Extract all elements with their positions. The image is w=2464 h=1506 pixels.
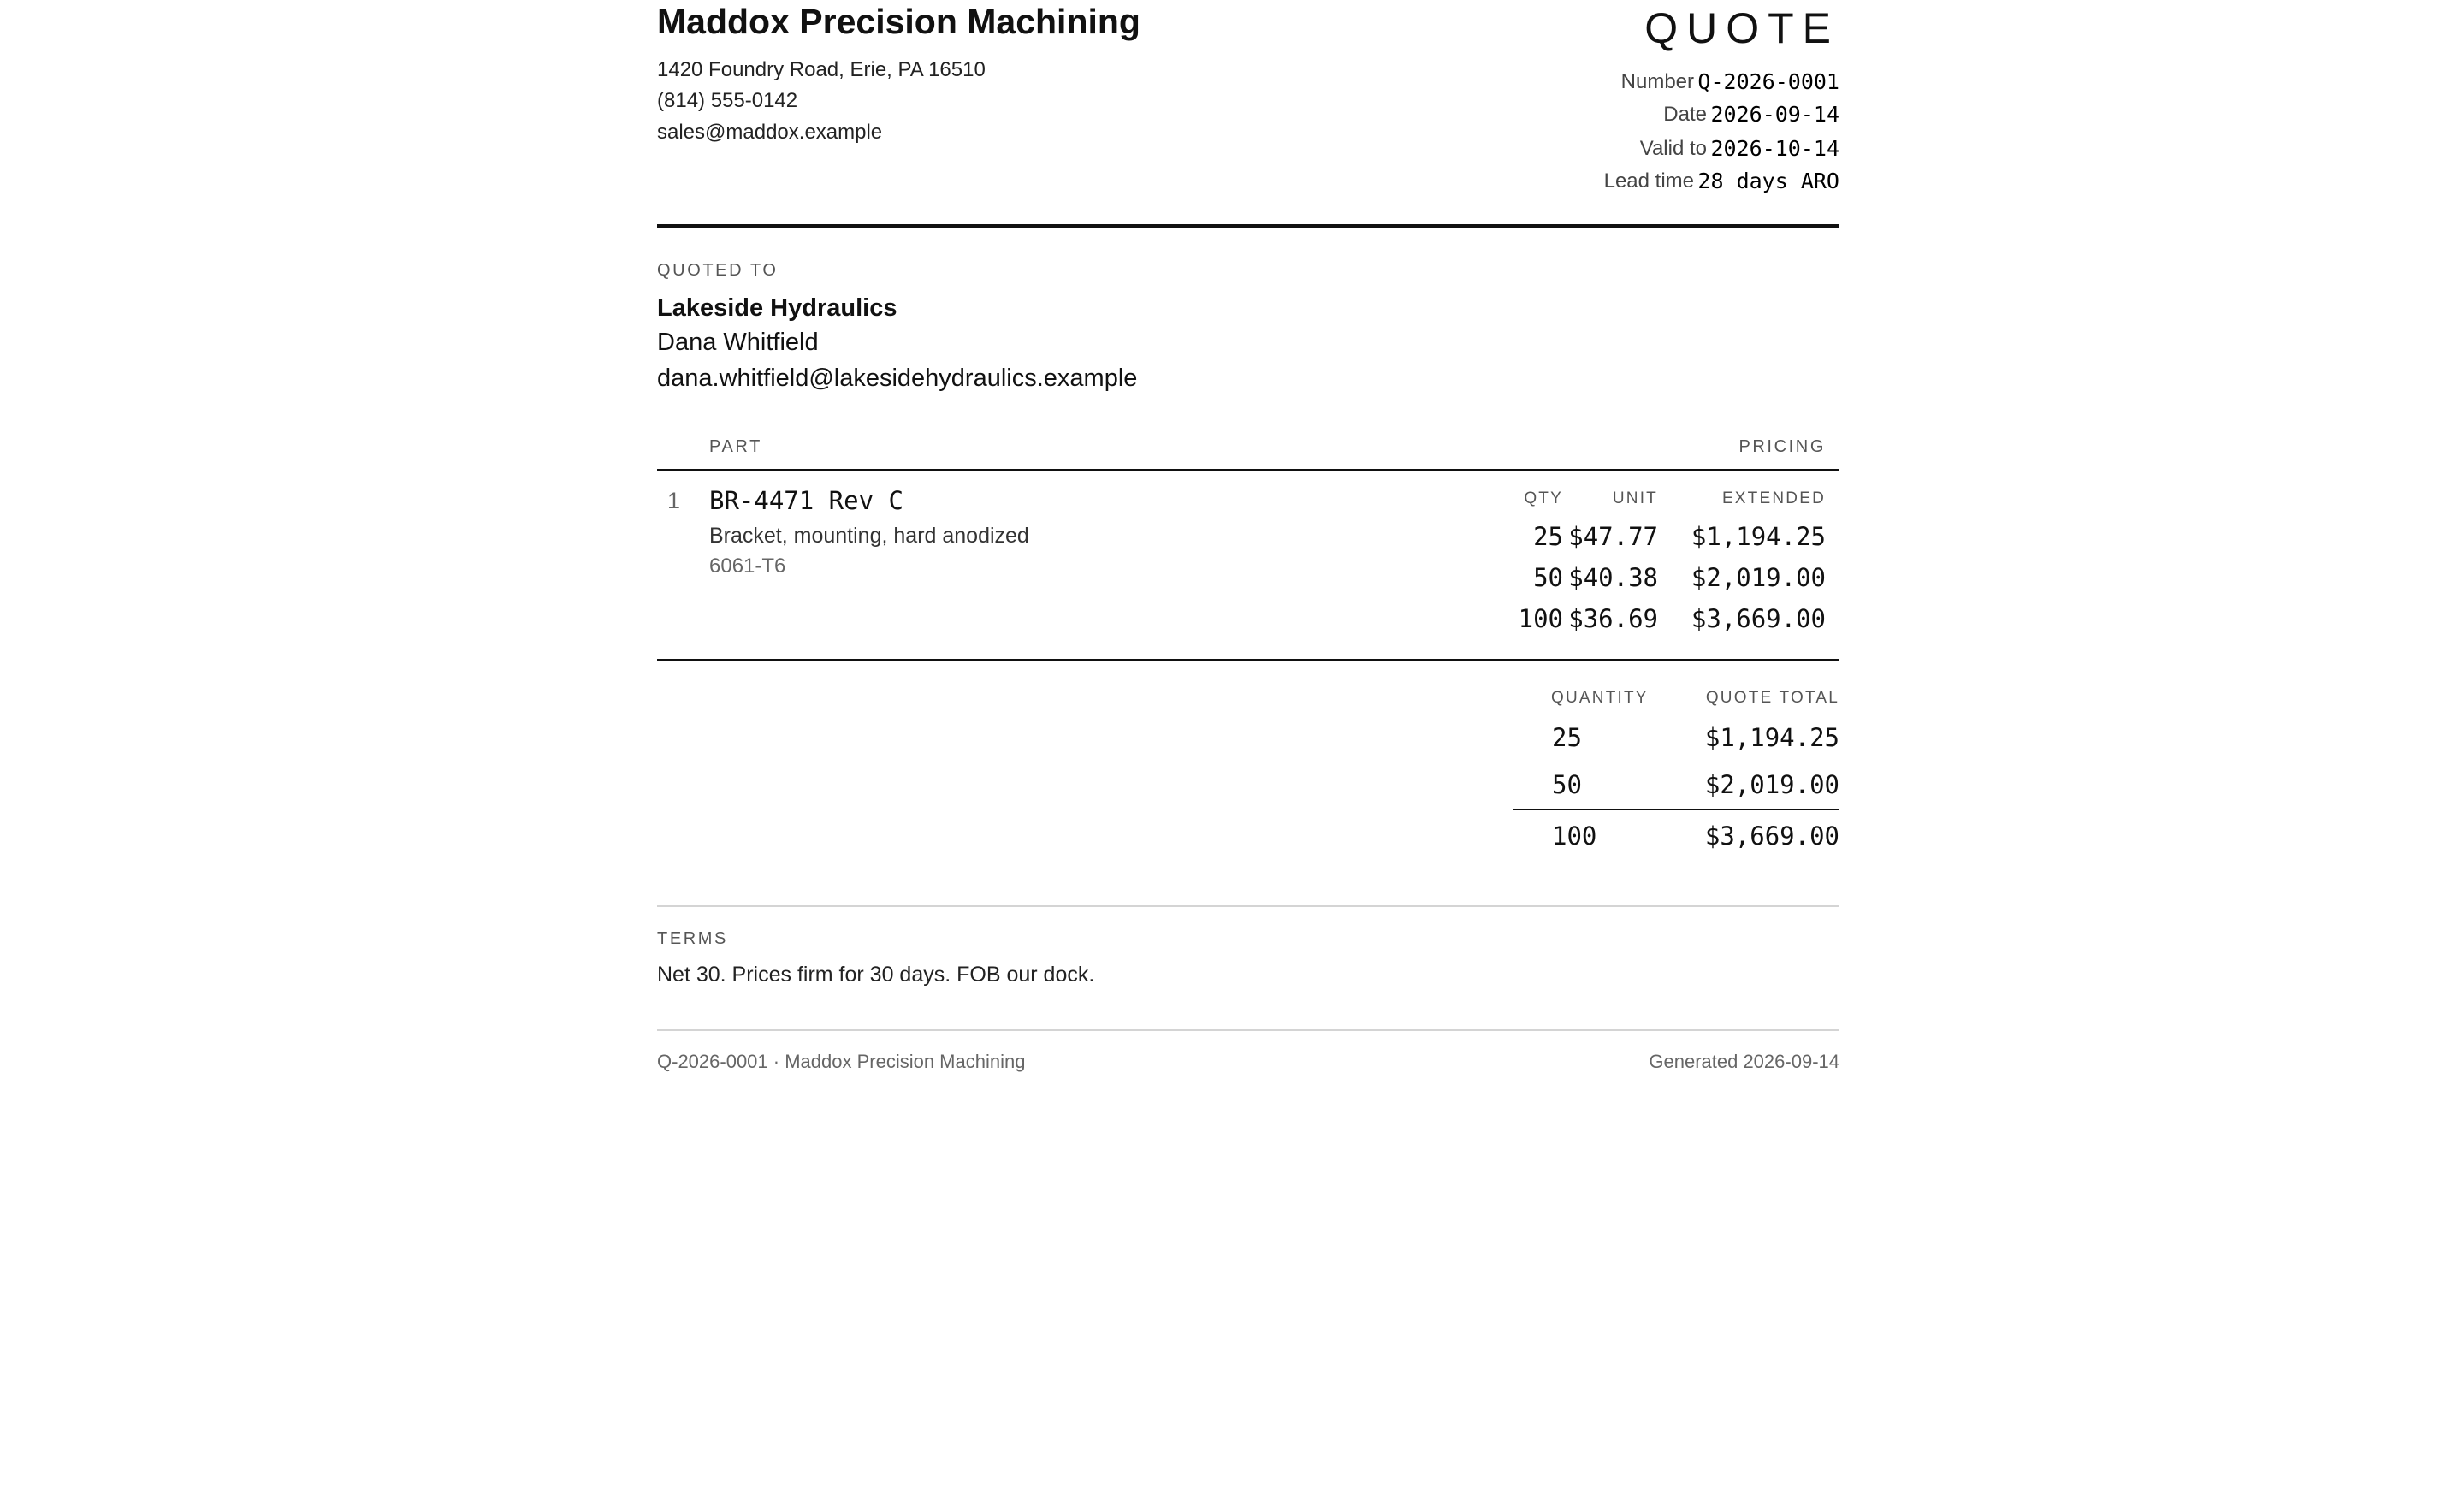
total-amount: $2,019.00 [1704, 770, 1839, 799]
quote-total-header: QUOTE TOTAL [1705, 689, 1839, 707]
meta-lead-time-value: 28 days ARO [1697, 169, 1839, 193]
tier-unit-price: $40.38 [1568, 563, 1658, 592]
tier-extended-price: $2,019.00 [1691, 563, 1826, 592]
footer-reference: Q-2026-0001 · Maddox Precision Machining [657, 1051, 1026, 1072]
quoted-to-heading: QUOTED TO [657, 261, 779, 280]
meta-valid-to-label: Valid to [1639, 137, 1707, 160]
total-quantity: 25 [1552, 723, 1582, 752]
customer-contact: Dana Whitfield [657, 329, 819, 356]
terms-divider [657, 905, 1839, 907]
meta-date-label: Date [1663, 103, 1707, 126]
header-divider [657, 224, 1839, 228]
pricing-column-header: PRICING [1738, 437, 1826, 456]
total-amount: $1,194.25 [1704, 723, 1839, 752]
quantity-header: QUANTITY [1551, 689, 1649, 707]
company-email: sales@maddox.example [657, 121, 883, 144]
total-quantity: 100 [1552, 821, 1597, 851]
company-name: Maddox Precision Machining [657, 2, 1140, 41]
part-description: Bracket, mounting, hard anodized [709, 524, 1029, 548]
extended-subheader: EXTENDED [1721, 489, 1826, 507]
table-header-divider [657, 469, 1839, 471]
part-number: BR-4471 Rev C [709, 486, 903, 515]
company-phone: (814) 555-0142 [657, 89, 798, 112]
tier-unit-price: $36.69 [1568, 604, 1658, 633]
meta-number-value: Q-2026-0001 [1697, 69, 1839, 94]
tier-unit-price: $47.77 [1568, 522, 1658, 551]
qty-subheader: QTY [1524, 489, 1563, 507]
tier-extended-price: $3,669.00 [1691, 604, 1826, 633]
total-quantity: 50 [1552, 770, 1582, 799]
tier-qty: 100 [1518, 604, 1563, 633]
part-column-header: PART [709, 437, 762, 456]
meta-lead-time-label: Lead time [1603, 169, 1694, 193]
company-address: 1420 Foundry Road, Erie, PA 16510 [657, 58, 986, 81]
terms-text: Net 30. Prices firm for 30 days. FOB our dock. [657, 963, 1095, 987]
footer-generated-date: Generated 2026-09-14 [1649, 1051, 1839, 1072]
meta-valid-to-value: 2026-10-14 [1710, 136, 1839, 161]
table-bottom-divider [657, 659, 1839, 661]
meta-date-value: 2026-09-14 [1710, 102, 1839, 127]
customer-company: Lakeside Hydraulics [657, 294, 897, 322]
terms-heading: TERMS [657, 929, 728, 948]
unit-subheader: UNIT [1612, 489, 1658, 507]
quote-document [657, 0, 1839, 1112]
tier-extended-price: $1,194.25 [1691, 522, 1826, 551]
tier-qty: 25 [1533, 522, 1563, 551]
footer-divider [657, 1029, 1839, 1031]
tier-qty: 50 [1533, 563, 1563, 592]
document-title: QUOTE [1644, 4, 1839, 52]
part-material: 6061-T6 [709, 554, 786, 578]
customer-email: dana.whitfield@lakesidehydraulics.example [657, 365, 1138, 392]
totals-divider [1513, 809, 1839, 810]
meta-number-label: Number [1620, 70, 1694, 93]
line-number: 1 [667, 488, 681, 513]
total-amount: $3,669.00 [1704, 821, 1839, 851]
